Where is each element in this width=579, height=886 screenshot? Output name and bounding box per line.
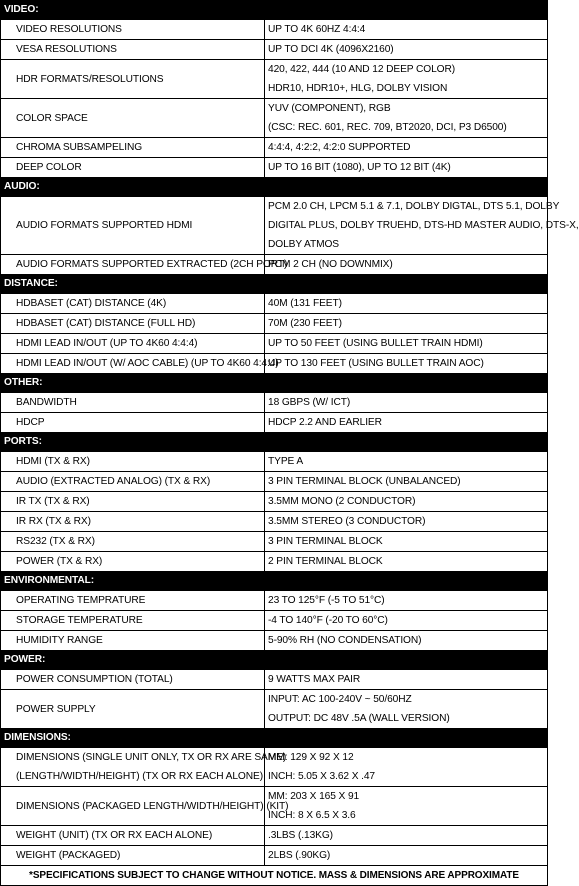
spec-value-line: DOLBY ATMOS <box>268 239 339 250</box>
spec-row <box>1 690 548 729</box>
spec-value-line: 3 PIN TERMINAL BLOCK (UNBALANCED) <box>268 476 461 487</box>
spec-row <box>1 452 548 472</box>
spec-row <box>1 512 548 532</box>
spec-label: HDMI (TX & RX) <box>1 452 265 472</box>
spec-value-line: YUV (COMPONENT), RGB <box>268 103 391 114</box>
spec-row <box>1 591 548 611</box>
spec-label: HDMI LEAD IN/OUT (UP TO 4K60 4:4:4) <box>1 334 265 354</box>
spec-label: AUDIO (EXTRACTED ANALOG) (TX & RX) <box>1 472 265 492</box>
spec-row <box>1 826 548 846</box>
section-title: VIDEO: <box>1 1 548 20</box>
section-title: ENVIRONMENTAL: <box>1 572 548 591</box>
spec-value-line: -4 TO 140°F (-20 TO 60°C) <box>268 615 388 626</box>
spec-value-line: PCM 2.0 CH, LPCM 5.1 & 7.1, DOLBY DIGTAL, DTS 5.1, DOLBY <box>268 201 560 212</box>
spec-row <box>1 532 548 552</box>
spec-value-line: 18 GBPS (W/ ICT) <box>268 397 351 408</box>
spec-value-line: INCH: 8 X 6.5 X 3.6 <box>268 810 356 821</box>
spec-row <box>1 138 548 158</box>
spec-row <box>1 413 548 433</box>
spec-label: VIDEO RESOLUTIONS <box>1 20 265 40</box>
spec-label-line: (LENGTH/WIDTH/HEIGHT) (TX OR RX EACH ALONE) <box>16 771 264 782</box>
section-title: DIMENSIONS: <box>1 729 548 748</box>
section-header-audio <box>1 178 548 197</box>
spec-value-line: .3LBS (.13KG) <box>268 830 333 841</box>
spec-value <box>265 591 548 611</box>
spec-value <box>265 393 548 413</box>
spec-row <box>1 552 548 572</box>
spec-value <box>265 512 548 532</box>
spec-row <box>1 20 548 40</box>
spec-value-line: 9 WATTS MAX PAIR <box>268 674 361 685</box>
section-title: POWER: <box>1 651 548 670</box>
spec-label: COLOR SPACE <box>1 99 265 138</box>
spec-value-line: 23 TO 125°F (-5 TO 51°C) <box>268 595 385 606</box>
spec-value <box>265 158 548 178</box>
spec-label: HDCP <box>1 413 265 433</box>
spec-value-line: (CSC: REC. 601, REC. 709, BT2020, DCI, P3 D6500) <box>268 122 507 133</box>
spec-value-line: 70M (230 FEET) <box>268 318 342 329</box>
spec-value-line: INPUT: AC 100-240V ~ 50/60HZ <box>268 694 412 705</box>
spec-value-line: TYPE A <box>268 456 304 467</box>
spec-value-line: 2 PIN TERMINAL BLOCK <box>268 556 383 567</box>
spec-value-line: MM: 129 X 92 X 12 <box>268 752 354 763</box>
spec-label: POWER (TX & RX) <box>1 552 265 572</box>
spec-value-line: INCH: 5.05 X 3.62 X .47 <box>268 771 375 782</box>
spec-value-line: UP TO 16 BIT (1080), UP TO 12 BIT (4K) <box>268 162 451 173</box>
spec-label: OPERATING TEMPRATURE <box>1 591 265 611</box>
spec-value <box>265 197 579 255</box>
spec-label: BANDWIDTH <box>1 393 265 413</box>
spec-value-line: UP TO 4K 60HZ 4:4:4 <box>268 24 366 35</box>
spec-label: WEIGHT (UNIT) (TX OR RX EACH ALONE) <box>1 826 265 846</box>
spec-value-line: HDR10, HDR10+, HLG, DOLBY VISION <box>268 83 448 94</box>
spec-row <box>1 60 548 99</box>
spec-value-line: 5-90% RH (NO CONDENSATION) <box>268 635 422 646</box>
spec-value <box>265 314 548 334</box>
section-header-video <box>1 1 548 20</box>
section-header-power <box>1 651 548 670</box>
spec-value-line: UP TO 50 FEET (USING BULLET TRAIN HDMI) <box>268 338 483 349</box>
spec-label: DEEP COLOR <box>1 158 265 178</box>
spec-row <box>1 846 548 866</box>
section-title: DISTANCE: <box>1 275 548 294</box>
spec-row <box>1 354 548 374</box>
spec-value-line: PCM 2 CH (NO DOWNMIX) <box>268 259 393 270</box>
spec-value <box>265 99 548 138</box>
spec-value-line: 40M (131 FEET) <box>268 298 342 309</box>
spec-row <box>1 294 548 314</box>
section-header-dimensions <box>1 729 548 748</box>
section-header-other <box>1 374 548 393</box>
spec-label: VESA RESOLUTIONS <box>1 40 265 60</box>
spec-label: AUDIO FORMATS SUPPORTED HDMI <box>1 197 265 255</box>
spec-label: HDBASET (CAT) DISTANCE (4K) <box>1 294 265 314</box>
spec-row <box>1 472 548 492</box>
spec-value <box>265 748 548 787</box>
spec-value-line: 3.5MM STEREO (3 CONDUCTOR) <box>268 516 426 527</box>
spec-value <box>265 255 548 275</box>
spec-row <box>1 99 548 138</box>
spec-value-line: OUTPUT: DC 48V .5A (WALL VERSION) <box>268 713 450 724</box>
spec-label <box>1 748 287 787</box>
spec-row <box>1 197 548 255</box>
spec-value <box>265 787 548 826</box>
spec-row <box>1 255 548 275</box>
spec-value <box>265 354 548 374</box>
spec-value <box>265 670 548 690</box>
spec-value-line: HDCP 2.2 AND EARLIER <box>268 417 382 428</box>
spec-row <box>1 787 548 826</box>
spec-value-line: UP TO DCI 4K (4096X2160) <box>268 44 394 55</box>
section-header-ports <box>1 433 548 452</box>
spec-label: POWER SUPPLY <box>1 690 265 729</box>
spec-value <box>265 138 548 158</box>
spec-value-line: MM: 203 X 165 X 91 <box>268 791 360 802</box>
spec-label: DIMENSIONS (PACKAGED LENGTH/WIDTH/HEIGHT) (KIT) <box>1 787 265 826</box>
spec-label: POWER CONSUMPTION (TOTAL) <box>1 670 265 690</box>
footer-note: *SPECIFICATIONS SUBJECT TO CHANGE WITHOUT NOTICE. MASS & DIMENSIONS ARE APPROXIMATE <box>1 866 548 886</box>
section-header-distance <box>1 275 548 294</box>
spec-label: HDR FORMATS/RESOLUTIONS <box>1 60 265 99</box>
spec-value <box>265 631 548 651</box>
spec-row <box>1 492 548 512</box>
spec-row <box>1 748 548 787</box>
spec-value <box>265 846 548 866</box>
spec-label: HDMI LEAD IN/OUT (W/ AOC CABLE) (UP TO 4K60 4:4:4) <box>1 354 265 374</box>
footer-row <box>1 866 548 886</box>
section-title: AUDIO: <box>1 178 548 197</box>
spec-value-line: DIGITAL PLUS, DOLBY TRUEHD, DTS-HD MASTER AUDIO, DTS-X, <box>268 220 579 231</box>
spec-value-line: 4:4:4, 4:2:2, 4:2:0 SUPPORTED <box>268 142 411 153</box>
spec-value <box>265 552 548 572</box>
spec-row <box>1 631 548 651</box>
spec-value-line: 2LBS (.90KG) <box>268 850 331 861</box>
spec-value <box>265 690 548 729</box>
spec-value <box>265 60 548 99</box>
section-title: OTHER: <box>1 374 548 393</box>
section-title: PORTS: <box>1 433 548 452</box>
spec-value <box>265 294 548 314</box>
spec-row <box>1 40 548 60</box>
spec-row <box>1 314 548 334</box>
spec-label: HUMIDITY RANGE <box>1 631 265 651</box>
spec-value <box>265 20 548 40</box>
spec-row <box>1 670 548 690</box>
spec-label: IR RX (TX & RX) <box>1 512 265 532</box>
spec-row <box>1 334 548 354</box>
spec-value <box>265 40 548 60</box>
spec-row <box>1 611 548 631</box>
spec-value-line: UP TO 130 FEET (USING BULLET TRAIN AOC) <box>268 358 484 369</box>
spec-row <box>1 158 548 178</box>
spec-value <box>265 452 548 472</box>
spec-value <box>265 826 548 846</box>
spec-value-line: 420, 422, 444 (10 AND 12 DEEP COLOR) <box>268 64 456 75</box>
spec-label: HDBASET (CAT) DISTANCE (FULL HD) <box>1 314 265 334</box>
spec-table-body <box>1 1 579 866</box>
spec-value <box>265 611 548 631</box>
section-header-environmental <box>1 572 548 591</box>
spec-label: CHROMA SUBSAMPELING <box>1 138 265 158</box>
spec-value <box>265 492 548 512</box>
spec-value-line: 3 PIN TERMINAL BLOCK <box>268 536 383 547</box>
spec-label: AUDIO FORMATS SUPPORTED EXTRACTED (2CH PORT) <box>1 255 265 275</box>
spec-label: RS232 (TX & RX) <box>1 532 265 552</box>
spec-label: WEIGHT (PACKAGED) <box>1 846 265 866</box>
spec-value <box>265 413 548 433</box>
spec-value <box>265 532 548 552</box>
spec-label: STORAGE TEMPERATURE <box>1 611 265 631</box>
spec-label: IR TX (TX & RX) <box>1 492 265 512</box>
spec-value <box>265 472 548 492</box>
spec-row <box>1 393 548 413</box>
spec-value-line: 3.5MM MONO (2 CONDUCTOR) <box>268 496 416 507</box>
spec-value <box>265 334 548 354</box>
spec-label-line: DIMENSIONS (SINGLE UNIT ONLY, TX OR RX ARE SAME) <box>16 752 287 763</box>
